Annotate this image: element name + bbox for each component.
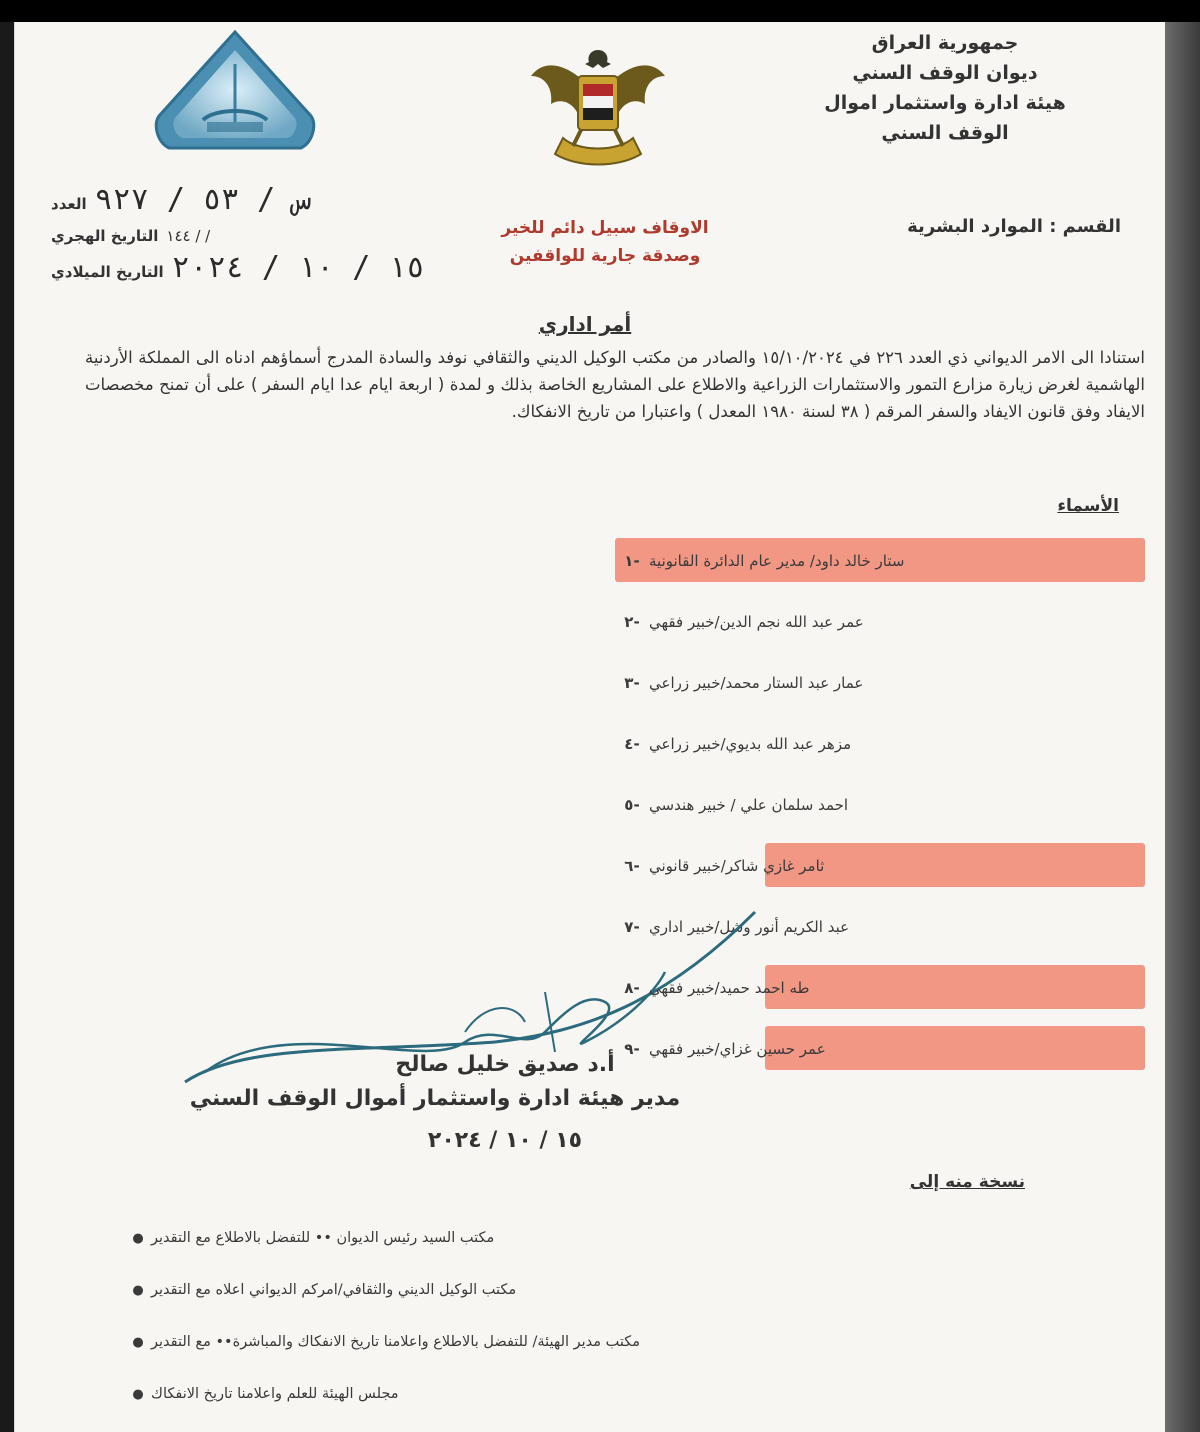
copy-list-item: [125, 1212, 1025, 1264]
iraq-emblem-icon: [523, 42, 673, 177]
name-text: عمر حسين غزاي/خبير فقهي: [649, 1039, 826, 1058]
slogan: [455, 214, 755, 270]
name-number: -٢: [624, 612, 640, 631]
hijri-date-row: [51, 220, 431, 252]
name-text: عبد الكريم أنور وشل/خبير اداري: [649, 917, 850, 936]
copy-recipient: مكتب السيد رئيس الديوان •• للتفضل بالاطلاع مع التقدير: [151, 1230, 495, 1246]
name-list-item: [615, 835, 1135, 896]
copy-list-item: [125, 1368, 1025, 1420]
slogan-line-2: وصدقة جارية للواقفين: [509, 246, 701, 266]
reference-block: [51, 184, 431, 288]
name-number: -٦: [624, 856, 640, 875]
name-text: احمد سلمان علي / خبير هندسي: [649, 795, 849, 814]
authority-line-2: الوقف السني: [881, 122, 1009, 144]
reference-number-row: [51, 184, 431, 220]
copy-list: [125, 1212, 1025, 1420]
reference-number-value: س / ٥٣ / ٩٢٧: [94, 182, 312, 217]
copy-recipient: مكتب الوكيل الديني والثقافي/امركم الديواني اعلاه مع التقدير: [151, 1282, 517, 1298]
reference-number-label: العدد: [51, 195, 87, 213]
signatory-date: ١٥ / ١٠ / ٢٠٢٤: [427, 1128, 583, 1153]
name-number: -٧: [624, 917, 640, 936]
name-number: -٥: [624, 795, 640, 814]
document-page: [14, 22, 1165, 1432]
gregorian-date-value: ١٥ / ١٠ / ٢٠٢٤: [171, 250, 425, 285]
copy-heading: نسخة منه إلى: [909, 1172, 1025, 1192]
slogan-line-1: الاوقاف سبيل دائم للخير: [501, 218, 709, 238]
section-label: القسم: [1062, 216, 1121, 237]
hijri-date-value: / / ١٤٤: [166, 227, 211, 245]
copy-recipient: مكتب مدير الهيئة/ للتفضل بالاطلاع واعلامنا تاريخ الانفكاك والمباشرة•• مع التقدير: [151, 1334, 641, 1350]
signatory-title: مدير هيئة ادارة واستثمار أموال الوقف السني: [189, 1086, 681, 1111]
name-number: -٨: [624, 978, 640, 997]
name-number: -١: [624, 551, 640, 570]
name-list-item: [615, 713, 1135, 774]
name-list-item: [615, 591, 1135, 652]
bullet-icon: ●: [132, 1282, 144, 1298]
names-list: [615, 530, 1135, 1079]
bullet-icon: ●: [132, 1386, 144, 1402]
copy-recipient: مجلس الهيئة للعلم واعلامنا تاريخ الانفكاك: [151, 1386, 399, 1402]
copy-list-item: [125, 1264, 1025, 1316]
authority-line-1: هيئة ادارة واستثمار اموال: [824, 92, 1066, 114]
bullet-icon: ●: [132, 1334, 144, 1350]
name-number: -٩: [624, 1039, 640, 1058]
signature-icon: [165, 892, 785, 1112]
name-text: طه احمد حميد/خبير فقهي: [649, 978, 810, 997]
gregorian-date-label: التاريخ الميلادي: [51, 263, 164, 281]
name-text: مزهر عبد الله بديوي/خبير زراعي: [649, 734, 852, 753]
office-name: ديوان الوقف السني: [852, 62, 1038, 84]
letterhead: [765, 28, 1125, 148]
copy-list-item: [125, 1316, 1025, 1368]
name-text: عمار عبد الستار محمد/خبير زراعي: [649, 673, 864, 692]
bullet-icon: ●: [132, 1230, 144, 1246]
institution-logo-icon: [145, 24, 325, 174]
hijri-date-label: التاريخ الهجري: [51, 227, 159, 245]
section-value: الموارد البشرية: [907, 216, 1043, 237]
top-black-bar: [0, 0, 1200, 22]
gregorian-date-row: [51, 252, 431, 288]
name-list-item: [615, 652, 1135, 713]
name-text: ستار خالد داود/ مدير عام الدائرة القانونية: [649, 551, 905, 570]
highlight-mark: [765, 965, 1145, 1009]
name-list-item: [615, 774, 1135, 835]
name-number: -٤: [624, 734, 640, 753]
name-text: عمر عبد الله نجم الدين/خبير فقهي: [649, 612, 864, 631]
order-body: استنادا الى الامر الديواني ذي العدد ٢٢٦ في ١٥/١٠/٢٠٢٤ والصادر من مكتب الوكيل الديني والثقافي نوفد والسادة المدرج أسماؤهم ادناه الى المملكة الأردنية الهاشمية لغرض زيارة مزارع التمور والاستثمارات الزراعية والاطلاع على المشاريع الخاصة بذلك و لمدة ( اربعة ايام عدا ايام السفر ) على أن تمنح مخصصات الايفاد وفق قانون الايفاد والسفر المرقم ( ٣٨ لسنة ١٩٨٠ المعدل ) واعتبارا من تاريخ الانفكاك.: [85, 348, 1145, 421]
names-heading: الأسماء: [1057, 496, 1119, 516]
document-title: أمر اداري: [538, 312, 632, 336]
section-field: القسم : الموارد البشرية: [907, 216, 1121, 237]
signatory-name: أ.د صديق خليل صالح: [395, 1052, 615, 1077]
table-background: [1164, 22, 1200, 1432]
country-name: جمهورية العراق: [871, 32, 1019, 54]
name-number: -٣: [624, 673, 640, 692]
name-text: ثامر غازي شاكر/خبير قانوني: [649, 856, 825, 875]
name-list-item: [615, 530, 1135, 591]
